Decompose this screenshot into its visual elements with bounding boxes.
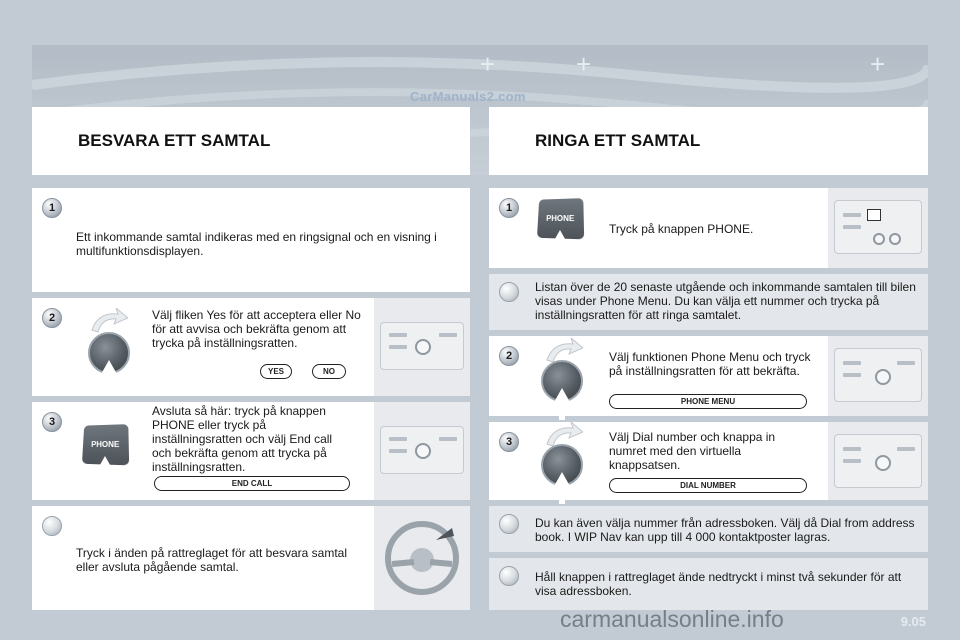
radio-illustration-cell (374, 298, 470, 396)
knob-illustration (533, 422, 597, 500)
phone-key-icon: PHONE (537, 198, 584, 239)
footer-watermark: carmanualsonline.info (560, 606, 784, 632)
tip-sun-icon (499, 566, 519, 586)
radio-button-icon (439, 437, 457, 441)
radio-button-icon (843, 459, 861, 463)
phone-key-icon: PHONE (82, 424, 129, 465)
radio-knob-icon (873, 233, 885, 245)
rotate-arrow-icon (88, 308, 128, 334)
right-step-2-text: Välj funktionen Phone Menu och tryck på inställningsratten för att bekräfta. (609, 350, 811, 378)
press-arrow-stem (102, 470, 108, 488)
phone-menu-tab[interactable]: PHONE MENU (609, 394, 807, 409)
radio-button-icon (843, 225, 861, 229)
right-step-3-panel (489, 422, 928, 500)
press-arrow-stem (559, 402, 565, 420)
plus-mark: + (576, 49, 592, 79)
left-step-2-panel (32, 298, 470, 396)
press-arrow-stem (557, 244, 563, 262)
step-3-badge: 3 (42, 412, 62, 432)
right-tip-3-panel (489, 558, 928, 610)
steering-wheel-cell (374, 506, 470, 610)
press-arrow-stem (106, 374, 112, 392)
end-call-tab[interactable]: END CALL (154, 476, 350, 491)
left-step-3-text: Avsluta så här: tryck på knappen PHONE eller tryck på inställningsratten och välj End call och bekräfta genom att trycka på inställningsratten. (152, 404, 333, 474)
right-step-3-text: Välj Dial number och knappa in numret med den virtuella knappsatsen. (609, 430, 776, 472)
radio-button-icon (439, 333, 457, 337)
radio-unit-image (380, 322, 464, 370)
no-tab[interactable]: NO (312, 364, 346, 379)
left-step-1-panel (32, 188, 470, 292)
radio-illustration-cell (828, 336, 928, 416)
radio-illustration-cell (828, 422, 928, 500)
radio-button-icon (843, 447, 861, 451)
knob-illustration (80, 308, 144, 392)
phone-key-illustration (535, 196, 595, 268)
left-section-title: BESVARA ETT SAMTAL (78, 131, 271, 150)
step-1-badge: 1 (42, 198, 62, 218)
radio-knob-icon (415, 443, 431, 459)
right-section-title: RINGA ETT SAMTAL (535, 131, 701, 150)
right-step-1-panel (489, 188, 928, 268)
radio-unit-image (834, 434, 922, 488)
left-tip-panel (32, 506, 470, 610)
radio-button-icon (843, 373, 861, 377)
right-tip-2-text: Du kan även välja nummer från adressboken. Välj då Dial from address book. I WIP Nav kan upp till 4 000 kontaktposter lagras. (535, 516, 915, 544)
right-tip-3-text: Håll knappen i rattreglaget ände nedtryckt i minst två sekunder för att visa adressboken. (535, 570, 902, 598)
radio-knob-icon (415, 339, 431, 355)
right-tip-1-panel (489, 274, 928, 330)
tip-sun-icon (499, 514, 519, 534)
radio-button-icon (389, 333, 407, 337)
step-3-badge: 3 (499, 432, 519, 452)
watermark: CarManuals2.com (410, 89, 526, 104)
dial-number-tab[interactable]: DIAL NUMBER (609, 478, 807, 493)
radio-button-icon (897, 361, 915, 365)
left-title-box (32, 107, 470, 175)
radio-knob-icon (875, 369, 891, 385)
right-step-2-panel (489, 336, 928, 416)
radio-button-icon (897, 447, 915, 451)
radio-button-icon (389, 437, 407, 441)
step-1-badge: 1 (499, 198, 519, 218)
left-step-1-text: Ett inkommande samtal indikeras med en ringsignal och en visning i multifunktionsdisplayen. (76, 230, 437, 258)
step-2-badge: 2 (499, 346, 519, 366)
radio-illustration-cell (374, 402, 470, 500)
radio-unit-image (834, 200, 922, 254)
tip-sun-icon (42, 516, 62, 536)
left-step-3-panel (32, 402, 470, 500)
steering-wheel-icon (374, 506, 470, 610)
right-step-1-text: Tryck på knappen PHONE. (609, 222, 754, 236)
yes-tab[interactable]: YES (260, 364, 292, 379)
tip-sun-icon (499, 282, 519, 302)
left-tip-text: Tryck i änden på rattreglaget för att besvara samtal eller avsluta pågående samtal. (76, 546, 348, 574)
highlight-button-icon (867, 209, 881, 221)
plus-mark: + (480, 49, 496, 79)
knob-illustration (533, 338, 597, 416)
press-arrow-stem (559, 486, 565, 504)
step-2-badge: 2 (42, 308, 62, 328)
left-step-2-text: Välj fliken Yes för att acceptera eller No för att avvisa och bekräfta genom att trycka på inställningsratten. (152, 308, 361, 350)
right-tip-1-text: Listan över de 20 senaste utgående och inkommande samtalen till bilen visas under Phone Menu. Du kan välja ett nummer och trycka på inställningsratten för att ringa samtalet. (535, 280, 916, 322)
radio-button-icon (389, 449, 407, 453)
radio-illustration-cell (828, 188, 928, 268)
radio-unit-image (380, 426, 464, 474)
radio-knob-icon (889, 233, 901, 245)
phone-key-illustration (80, 420, 140, 500)
plus-mark: + (870, 49, 886, 79)
radio-button-icon (843, 213, 861, 217)
radio-button-icon (843, 361, 861, 365)
right-tip-2-panel (489, 506, 928, 552)
radio-unit-image (834, 348, 922, 402)
radio-knob-icon (875, 455, 891, 471)
right-title-box (489, 107, 928, 175)
radio-button-icon (389, 345, 407, 349)
page-number: 9.05 (900, 614, 926, 629)
